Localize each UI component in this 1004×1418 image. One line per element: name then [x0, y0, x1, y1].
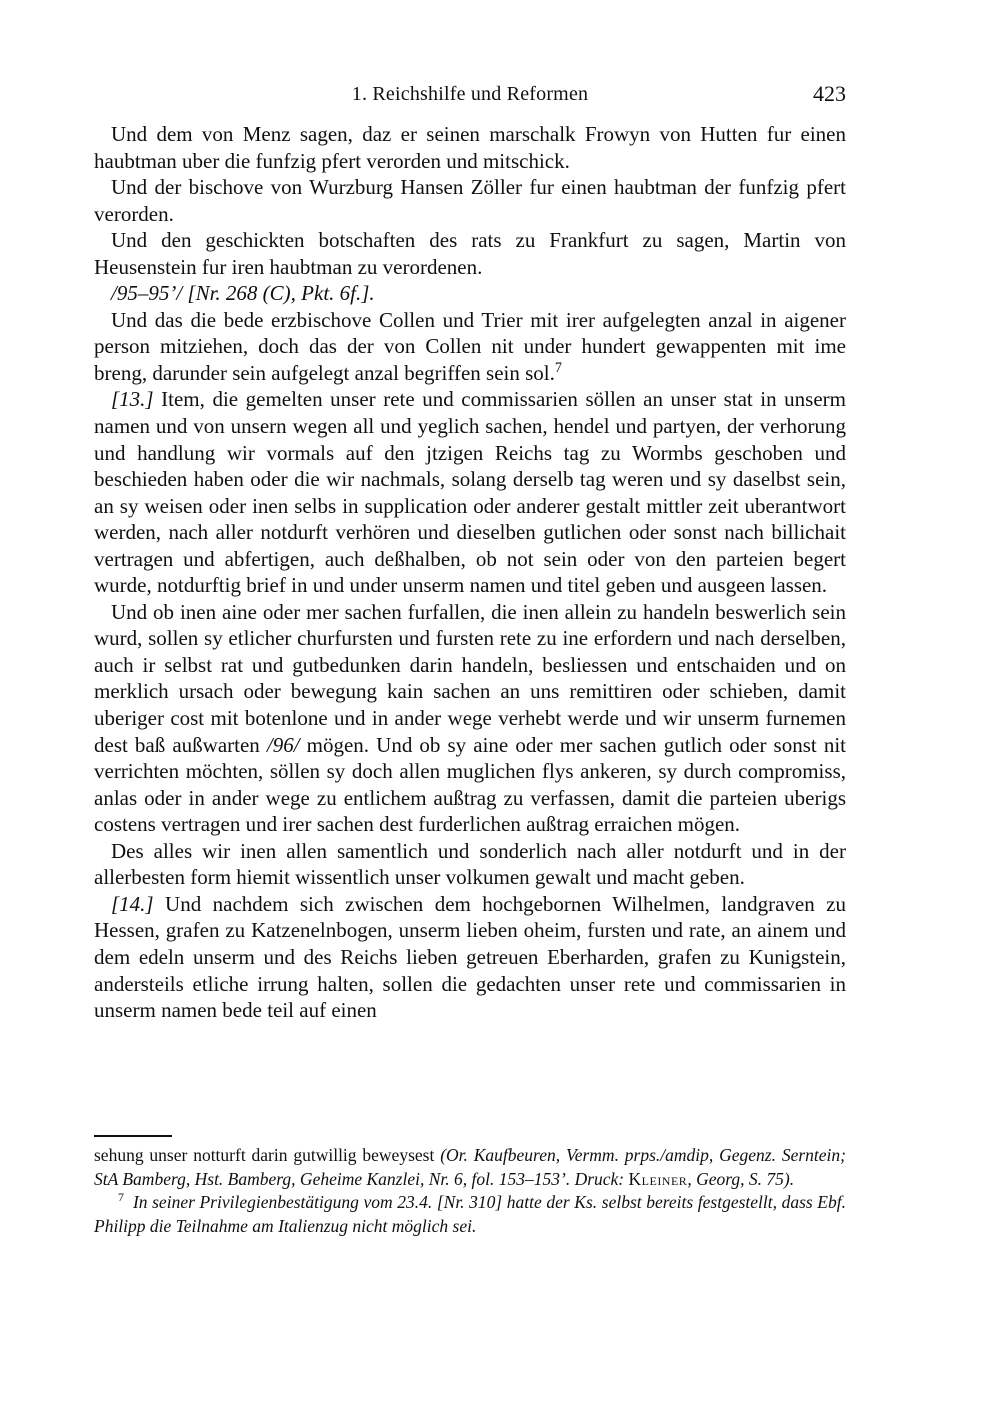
footnote	[94, 1144, 846, 1191]
text-run: Und dem von Menz sagen, daz er seinen marschalk Frowyn von Hutten fur einen haubtman uber die funfzig pfert verorden und mitschick.	[94, 122, 846, 173]
paragraph	[94, 599, 846, 838]
paragraph	[94, 227, 846, 280]
paragraph	[94, 891, 846, 1024]
text-run: Und den geschickten botschaften des rats zu Frankfurt zu sagen, Martin von Heusenstein fur iren haubtman zu verordenen.	[94, 228, 846, 279]
page-header	[94, 83, 846, 109]
paragraph	[94, 307, 846, 387]
text-run: Und der bischove von Wurzburg Hansen Zöller fur einen haubtman der funfzig pfert verorden.	[94, 175, 846, 226]
text-run-italic: In seiner Privilegienbestätigung vom 23.4. [Nr. 310] hatte der Ks. selbst bereits festgestellt, dass Ebf. Philipp die Teilnahme am Italienzug nicht möglich sei.	[94, 1192, 846, 1236]
paragraph	[94, 838, 846, 891]
text-run: sehung unser notturft darin gutwillig beweysest	[94, 1145, 441, 1165]
text-run-sup: 7	[118, 1190, 124, 1205]
text-run-italic: [14.]	[111, 891, 166, 916]
text-run: Item, die gemelten unser rete und commissarien söllen an unser stat in unserm namen und von unsern wegen all und yeglich sachen, hendel und partyen, der verhorung und handlung wir vormals auf den jtzigen Reichs tag zu Wormbs geschoben und beschieden haben oder die wir nachmals, solang derselb tag weren und sy daselbst sein, an sy weisen oder inen selbs in supplication oder anderer gestalt mittler zeit uberantwort werden, nach aller notdurft verhören und dieselben gutlichen oder sonst nach billichait vertragen und abfertigen, auch deßhalben, ob not sein oder von den parteien begert wurde, notdurftig brief in und under unserm namen und titel geben und ausgeen lassen.	[94, 387, 846, 598]
text-run-italic: [13.]	[111, 387, 162, 412]
text-run: Und das die bede erzbischove Collen und Trier mit irer aufgelegten anzal in aigener person mitziehen, doch das der von Collen nit under hundert gewappenten mit ime breng, darunder sein aufgelegt anzal begriffen sein sol.	[94, 307, 846, 385]
text-run-sup: 7	[554, 359, 562, 376]
paragraph	[94, 121, 846, 174]
paragraph	[94, 174, 846, 227]
text-run: Des alles wir inen allen samentlich und sonderlich nach aller notdurft und in der allerbesten form hiemit wissentlich unser volkumen gewalt und macht geben.	[94, 838, 846, 890]
footnote	[94, 1191, 846, 1238]
footnote-separator-rule	[94, 1135, 172, 1137]
text-run: mögen. Und ob sy aine oder mer sachen gutlich oder sonst nit verrichten möchten, söllen sy doch allen muglichen flys ankeren, sy durch compromiss, anlas oder in ander wege zu entlichem außtrag zu verfassen, damit die parteien uberigs costens vertragen und irer sachen dest furderlichen außtrag erraichen mögen.	[94, 732, 846, 837]
text-run-smallcaps: Kleiner	[628, 1168, 688, 1189]
text-run: Und ob inen aine oder mer sachen furfallen, die inen allein zu handeln beswerlich sein wurd, sollen sy etlicher churfursten und fursten rete zu ine erfordern und nach derselben, auch ir selbst rat und gutbedunken darin handeln, besliessen und entschaiden und on merklich ursach oder bewegung kain sachen an uns remittiren oder schieben, damit uberiger cost mit botenlone und in ander wege verhebt werde und wir unserm furnemen dest baß außwarten	[94, 599, 846, 757]
page-number: 423	[813, 81, 846, 106]
text-run-italic: /96/	[266, 732, 300, 757]
text-run: Und nachdem sich zwischen dem hochgebornen Wilhelmen, landgraven zu Hessen, grafen zu Katzenelnbogen, unserm lieben oheim, fursten und rate, an ainem und dem edeln unserm und des Reichs lieben getreuen Eberharden, grafen zu Kunigstein, andersteils etliche irrung halten, sollen die gedachten unser rete und commissarien in unserm namen bede teil auf einen	[94, 891, 846, 1023]
text-run-italic: /95–95’/ [Nr. 268 (C), Pkt. 6f.].	[111, 281, 375, 306]
running-title: 1. Reichshilfe und Reformen	[351, 83, 589, 105]
footnotes	[94, 1144, 846, 1238]
footnote-area	[94, 1135, 846, 1238]
paragraph	[94, 280, 846, 307]
body-text	[94, 121, 846, 1135]
paragraph	[94, 386, 846, 598]
text-run-italic: (Or. Kaufbeuren, Vermm. prps./amdip, Gegenz. Serntein; StA Bamberg, Hst. Bamberg, Geheime Kanzlei, Nr. 6, fol. 153–153’. Druck:	[94, 1145, 846, 1189]
text-run-italic: , Georg, S. 75).	[687, 1168, 795, 1189]
